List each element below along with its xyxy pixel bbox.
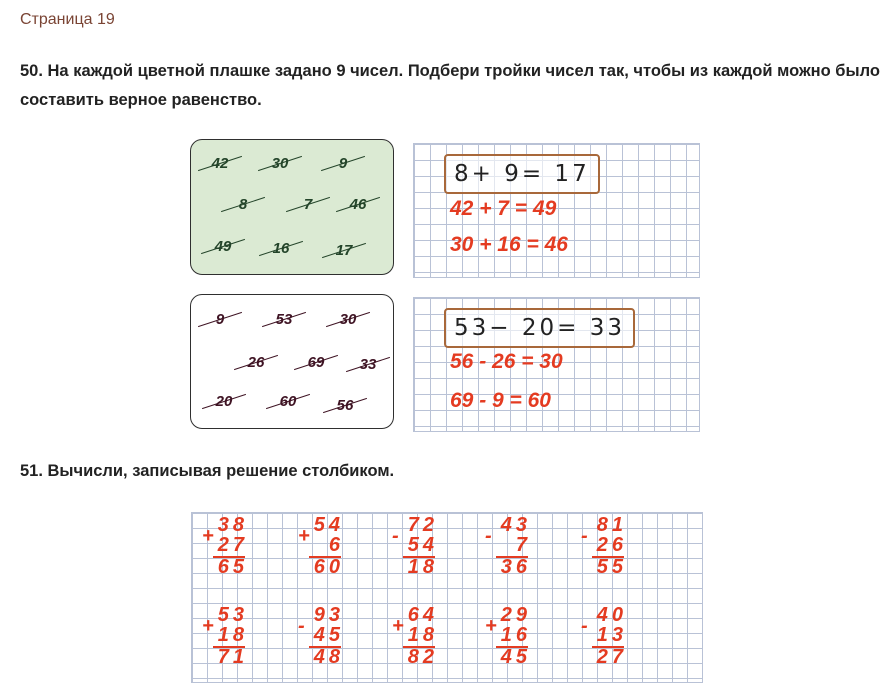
calc-operand: 38 [217,514,248,536]
calc-operand: 93 [313,604,344,626]
calc-operand: 18 [407,624,438,646]
calc-underline [403,556,435,558]
column-calculation [392,605,442,673]
panel-number: 60 [271,393,305,411]
operator-sign: - [392,525,399,547]
calc-result: 48 [313,646,344,668]
calc-underline [592,556,624,558]
calc-operand: 26 [596,534,627,556]
calc-operand: 54 [313,514,344,536]
panel-number: 30 [331,311,365,329]
calc-underline [496,646,528,648]
column-calculation [298,605,348,673]
number-panel-white [190,294,394,429]
column-calculation [202,515,252,583]
panel-number: 8 [226,196,260,214]
operator-sign: - [485,525,492,547]
example-equation: 8+ 9= 17 [444,154,600,194]
operator-sign: + [485,615,497,637]
calc-result: 60 [313,556,344,578]
calc-operand: 53 [217,604,248,626]
calc-underline [309,646,341,648]
answer-equation: 42 + 7 = 49 [450,197,557,220]
operator-sign: + [202,525,214,547]
calc-operand: 6 [328,534,344,556]
panel-number: 42 [203,155,237,173]
calc-result: 18 [407,556,438,578]
calc-result: 45 [500,646,531,668]
panel-number: 56 [328,397,362,415]
calc-operand: 40 [596,604,627,626]
grid-area-1 [413,143,700,278]
column-calculation [485,515,535,583]
calc-underline [496,556,528,558]
panel-number: 17 [327,242,361,260]
calc-operand: 45 [313,624,344,646]
panel-number: 49 [206,238,240,256]
panel-number: 16 [264,240,298,258]
calc-operand: 7 [515,534,531,556]
calc-operand: 18 [217,624,248,646]
column-calculation [298,515,348,583]
task-51-text: 51. Вычисли, записывая решение столбиком. [20,462,395,480]
column-calculation [485,605,535,673]
calc-underline [213,556,245,558]
panel-number: 7 [291,196,325,214]
calc-underline [403,646,435,648]
calc-operand: 13 [596,624,627,646]
panel-number: 9 [326,155,360,173]
panel-number: 30 [263,155,297,173]
panel-number: 9 [203,311,237,329]
calc-result: 27 [596,646,627,668]
calc-result: 55 [596,556,627,578]
calc-operand: 54 [407,534,438,556]
operator-sign: - [581,615,588,637]
calc-underline [592,646,624,648]
number-panel-green [190,139,394,275]
operator-sign: + [392,615,404,637]
task-50-text: 50. На каждой цветной плашке задано 9 чисел. Подбери тройки чисел так, чтобы из каждой можно было составить верное равенство. [20,62,880,109]
calc-underline [213,646,245,648]
calc-operand: 43 [500,514,531,536]
operator-sign: - [581,525,588,547]
panel-number: 26 [239,354,273,372]
calc-underline [309,556,341,558]
answer-equation: 30 + 16 = 46 [450,233,568,256]
panel-number: 20 [207,393,241,411]
calc-result: 71 [217,646,248,668]
column-calculation [581,515,631,583]
calc-result: 36 [500,556,531,578]
calc-operand: 81 [596,514,627,536]
calc-result: 82 [407,646,438,668]
grid-area-2 [413,297,700,432]
panel-number: 46 [341,196,375,214]
calc-result: 65 [217,556,248,578]
answer-equation: 69 - 9 = 60 [450,389,551,412]
column-calc-grid [191,512,703,683]
calc-operand: 29 [500,604,531,626]
panel-number: 69 [299,354,333,372]
column-calculation [202,605,252,673]
panel-number: 53 [267,311,301,329]
operator-sign: - [298,615,305,637]
panel-number: 33 [351,356,385,374]
calc-operand: 27 [217,534,248,556]
example-equation: 53− 20= 33 [444,308,635,348]
calc-operand: 16 [500,624,531,646]
column-calculation [581,605,631,673]
calc-operand: 72 [407,514,438,536]
answer-equation: 56 - 26 = 30 [450,350,563,373]
operator-sign: + [298,525,310,547]
column-calculation [392,515,442,583]
calc-operand: 64 [407,604,438,626]
page-label: Страница 19 [20,11,115,28]
operator-sign: + [202,615,214,637]
